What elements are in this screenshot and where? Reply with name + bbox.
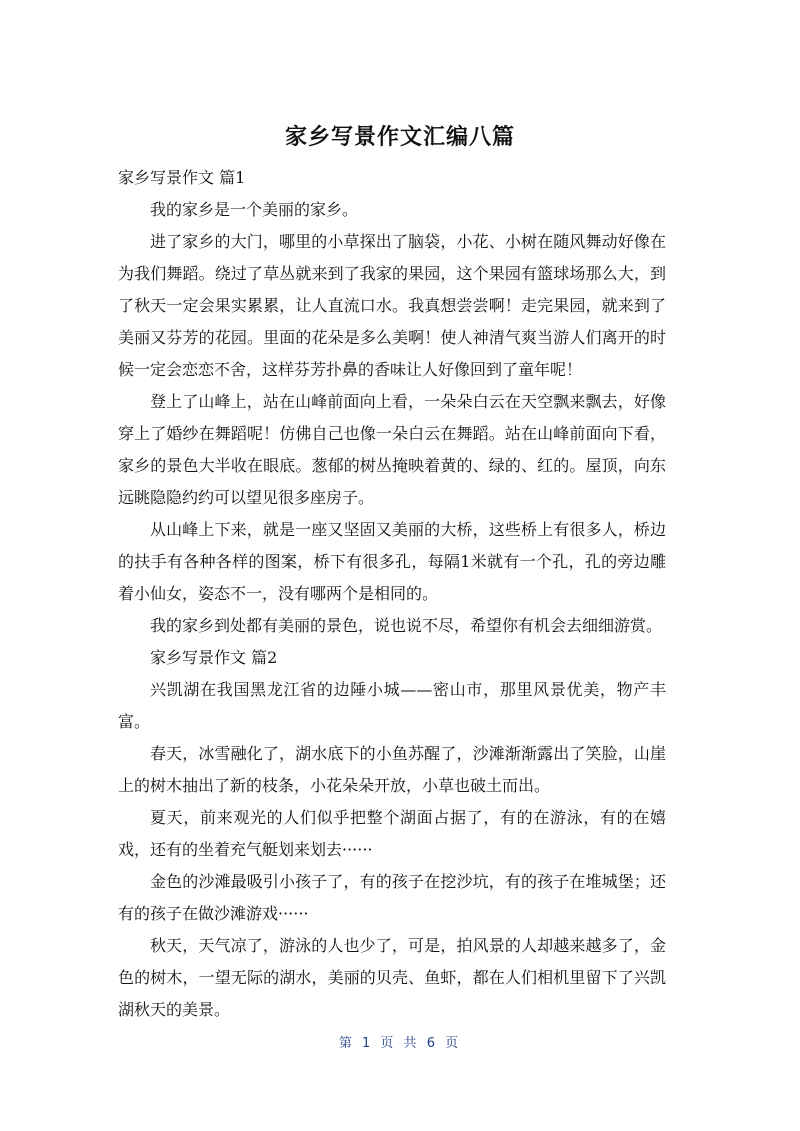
paragraph: 我的家乡是一个美丽的家乡。 (150, 200, 359, 219)
paragraph: 登上了山峰上，站在山峰前面向上看，一朵朵白云在天空飘来飘去，好像穿上了婚纱在舞蹈呢！仿佛自己也像一朵白云在舞蹈。站在山峰前面向下看，家乡的景色大半收在眼底。葱郁的树丛掩映着黄的、绿的、红的。屋顶，向东远眺隐隐约约可以望见很多座房子。 (118, 392, 666, 507)
page-footer: 第 1 页 共 6 页 (338, 1036, 462, 1051)
paragraph: 夏天，前来观光的人们似乎把整个湖面占据了，有的在游泳，有的在嬉戏，还有的坐着充气艇划来划去······ (118, 808, 666, 859)
paragraph: 兴凯湖在我国黑龙江省的边陲小城——密山市，那里风景优美，物产丰富。 (118, 680, 666, 731)
document-body (118, 162, 666, 1026)
document-title: 家乡写景作文汇编八篇 (284, 125, 515, 150)
paragraph: 秋天，天气凉了，游泳的人也少了，可是，拍风景的人却越来越多了，金色的树木，一望无际的湖水，美丽的贝壳、鱼虾，都在人们相机里留下了兴凯湖秋天的美景。 (118, 936, 666, 1019)
section-heading: 家乡写景作文 篇1 (118, 168, 246, 187)
paragraph: 从山峰上下来，就是一座又坚固又美丽的大桥，这些桥上有很多人，桥边的扶手有各种各样的图案，桥下有很多孔，每隔1米就有一个孔，孔的旁边雕着小仙女，姿态不一，没有哪两个是相同的。 (118, 520, 666, 603)
section-heading: 家乡写景作文 篇2 (150, 648, 278, 667)
paragraph: 我的家乡到处都有美丽的景色，说也说不尽，希望你有机会去细细游赏。 (150, 616, 663, 635)
paragraph: 春天，冰雪融化了，湖水底下的小鱼苏醒了，沙滩渐渐露出了笑脸，山崖上的树木抽出了新的枝条，小花朵朵开放，小草也破土而出。 (118, 744, 666, 795)
paragraph: 金色的沙滩最吸引小孩子了，有的孩子在挖沙坑，有的孩子在堆城堡；还有的孩子在做沙滩游戏······ (118, 872, 666, 923)
paragraph: 进了家乡的大门，哪里的小草探出了脑袋，小花、小树在随风舞动好像在为我们舞蹈。绕过了草丛就来到了我家的果园，这个果园有篮球场那么大，到了秋天一定会果实累累，让人直流口水。我真想尝尝啊！走完果园，就来到了美丽又芬芳的花园。里面的花朵是多么美啊！使人神清气爽当游人们离开的时候一定会恋恋不舍，这样芬芳扑鼻的香味让人好像回到了童年呢！ (118, 232, 666, 379)
